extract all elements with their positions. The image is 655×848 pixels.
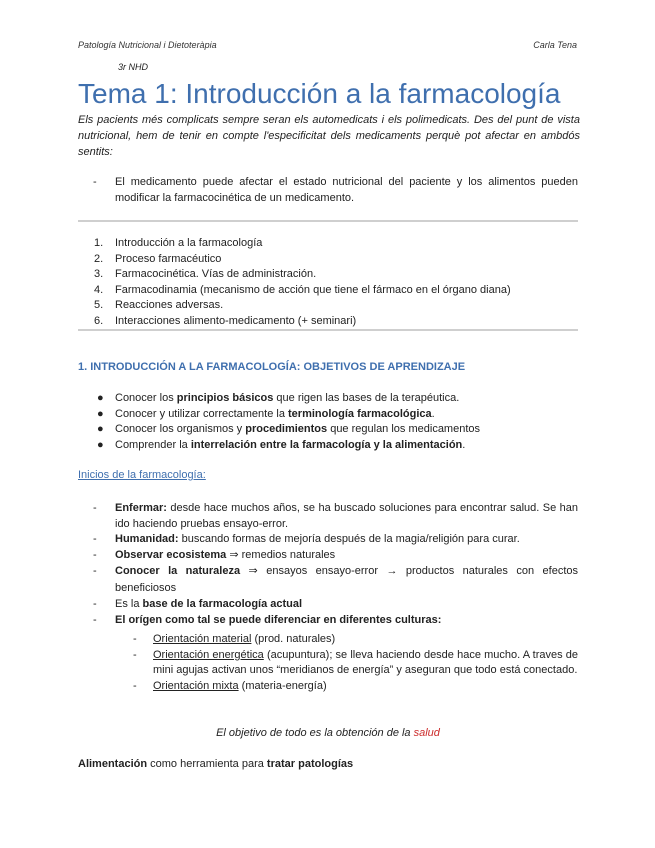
list-item: - Orientación energética (acupuntura); se lleva haciendo desde hace mucho. A traves de mini agujas activan unos “meridianos de energía” y aseguran que todo está conectado. xyxy=(133,648,578,676)
intro-paragraph: Els pacients més complicats sempre seran els automedicats i els polimedicats. Des del punt de vista nutricional, hem de tenir en compte l'especificitat dels medicaments perquè pot afectar en ambdós sentits: xyxy=(78,114,580,158)
list-item: - Orientación mixta (materia-energía) xyxy=(133,679,327,692)
list-item: - El medicamento puede afectar el estado nutricional del paciente y los alimentos pueden modificar la farmacocinética de un medicamento. xyxy=(93,175,578,206)
section-heading: 1. INTRODUCCIÓN A LA FARMACOLOGÍA: OBJETIVOS DE APRENDIZAJE xyxy=(78,361,466,373)
divider xyxy=(78,329,578,331)
list-item: - Orientación material (prod. naturales) xyxy=(133,633,336,645)
note-text: El medicamento puede afectar el estado nutricional del paciente y los alimentos pueden modificar la farmacocinética de un medicamento. xyxy=(115,176,578,204)
list-item: - Observar ecosistema ⇒ remedios naturales xyxy=(93,548,336,561)
header-author: Carla Tena xyxy=(533,40,577,50)
page-title: Tema 1: Introducción a la farmacología xyxy=(78,78,561,109)
toc-item[interactable]: 2. Proceso farmacéutico xyxy=(94,252,222,265)
course-label: 3r NHD xyxy=(118,62,149,72)
goal-statement: El objetivo de todo es la obtención de la salud xyxy=(216,727,440,739)
toc-item[interactable]: 6. Interacciones alimento-medicamento (+ seminari) xyxy=(94,314,357,327)
inicios-link[interactable]: Inicios de la farmacología: xyxy=(78,469,206,481)
divider xyxy=(78,220,578,222)
note-list xyxy=(93,175,578,206)
list-item: - Humanidad: buscando formas de mejoría después de la magia/religión para curar. xyxy=(93,533,520,545)
orientations-list xyxy=(133,632,578,694)
alimentacion-statement: Alimentación como herramienta para tratar patologías xyxy=(78,758,354,770)
list-item: - Conocer la naturaleza ⇒ ensayos ensayo-error → productos naturales con efectos beneficiosos xyxy=(93,565,578,594)
history-list xyxy=(93,501,578,628)
list-item: ● Conocer los principios básicos que rigen las bases de la terapéutica. xyxy=(97,392,460,404)
list-item: - Enfermar: desde hace muchos años, se ha buscado soluciones para encontrar salud. Se han ido haciendo pruebas ensayo-error. xyxy=(93,502,578,530)
toc-item[interactable]: 1. Introducción a la farmacología xyxy=(94,237,263,249)
header-doc-title: Patología Nutricional i Dietoteràpia xyxy=(78,40,217,50)
toc-item[interactable]: 5. Reacciones adversas. xyxy=(94,299,224,311)
list-item: - El orígen como tal se puede diferenciar en diferentes culturas: xyxy=(93,613,442,626)
table-of-contents xyxy=(94,236,578,329)
list-item: ● Comprender la interrelación entre la farmacología y la alimentación. xyxy=(97,438,466,451)
objectives-list xyxy=(97,391,578,453)
list-item: ● Conocer y utilizar correctamente la terminología farmacológica. xyxy=(97,407,435,420)
list-item: - Es la base de la farmacología actual xyxy=(93,598,303,610)
list-item: ● Conocer los organismos y procedimientos que regulan los medicamentos xyxy=(97,423,481,435)
toc-item[interactable]: 3. Farmacocinética. Vías de administración. xyxy=(94,268,317,280)
toc-item[interactable]: 4. Farmacodinamia (mecanismo de acción que tiene el fármaco en el órgano diana) xyxy=(94,283,511,296)
